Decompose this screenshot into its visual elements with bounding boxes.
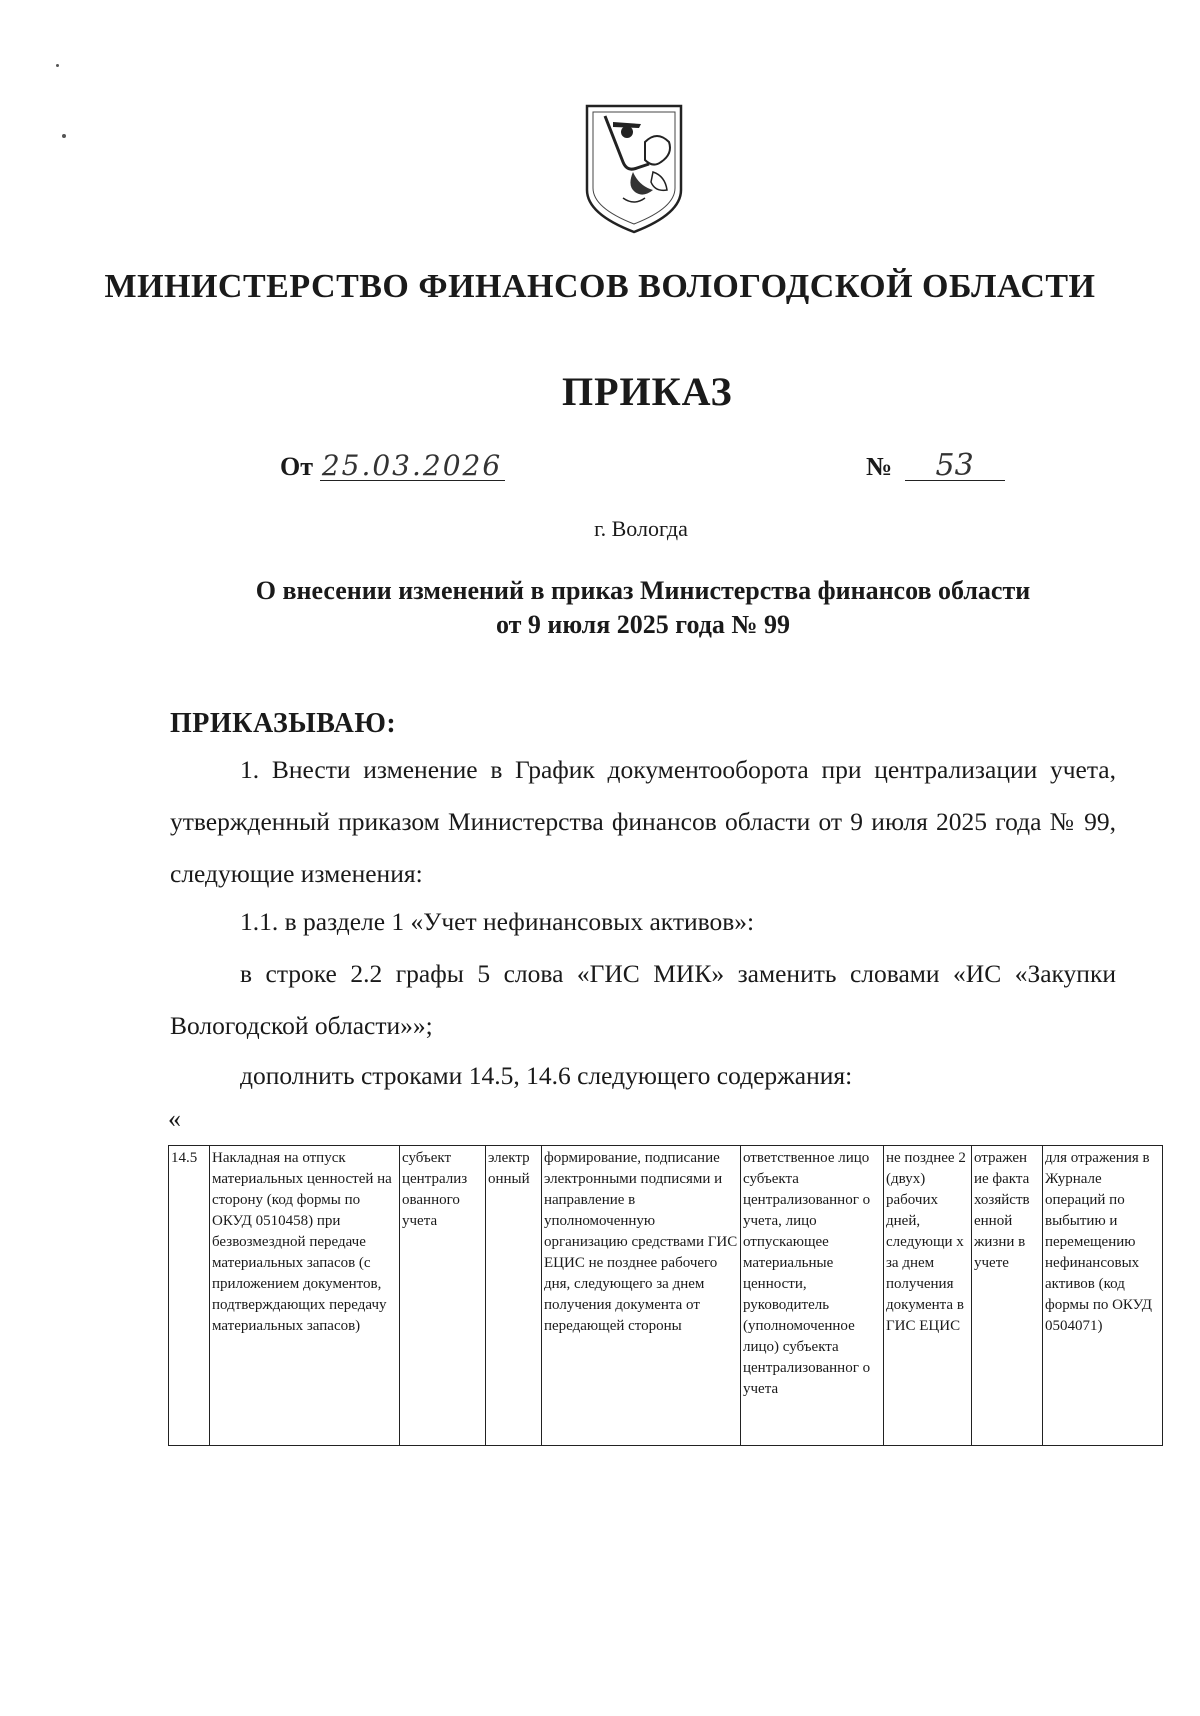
open-quote: « xyxy=(168,1104,181,1133)
order-date xyxy=(280,449,505,482)
paragraph-1-1: 1.1. в разделе 1 «Учет нефинансовых активов»: xyxy=(240,907,755,936)
cell-register: для отражения в Журнале операций по выбытию и перемещению нефинансовых активов (код формы по ОКУД 0504071) xyxy=(1043,1146,1163,1446)
cell-deadline: не позднее 2 (двух) рабочих дней, следующи х за днем получения документа в ГИС ЕЦИС xyxy=(884,1146,972,1446)
document-type-title: ПРИКАЗ xyxy=(562,369,733,414)
subject-line-1: О внесении изменений в приказ Министерства финансов области xyxy=(255,576,1031,605)
table-row xyxy=(169,1146,1163,1446)
vologda-coat-of-arms-icon xyxy=(583,102,685,236)
paragraph-1: 1. Внести изменение в График документооборота при централизации учета, утвержденный приказом Министерства финансов области от 9 июля 2025 года № 99, следующие изменения: xyxy=(170,755,1116,888)
order-subject xyxy=(140,574,1146,642)
scan-speck xyxy=(62,134,66,138)
document-flow-table xyxy=(168,1145,1163,1446)
order-number xyxy=(866,448,1005,483)
number-label: № xyxy=(866,452,893,481)
handwritten-date: 25.03.2026 xyxy=(320,452,505,481)
date-label: От xyxy=(280,452,313,481)
ministry-title: МИНИСТЕРСТВО ФИНАНСОВ ВОЛОГОДСКОЙ ОБЛАСТИ xyxy=(104,268,1096,305)
cell-responsible: ответственное лицо субъекта централизованног о учета, лицо отпускающее материальные ценности, руководитель (уполномоченное лицо) субъекта централизованног о учета xyxy=(741,1146,884,1446)
city-line: г. Вологда xyxy=(594,516,688,541)
paragraph-add-rows: дополнить строками 14.5, 14.6 следующего содержания: xyxy=(240,1061,853,1090)
paragraph-row-2-2: в строке 2.2 графы 5 слова «ГИС МИК» заменить словами «ИС «Закупки Вологодской области»»; xyxy=(170,959,1116,1040)
decree-heading: ПРИКАЗЫВАЮ: xyxy=(170,708,397,739)
cell-procedure: формирование, подписание электронными подписями и направление в уполномоченную организацию средствами ГИС ЕЦИС не позднее рабочего дня, следующего за днем получения документа от передающей стороны xyxy=(542,1146,741,1446)
cell-document-name: Накладная на отпуск материальных ценностей на сторону (код формы по ОКУД 0510458) при безвозмездной передаче материальных запасов (с приложением документов, подтверждающих передачу материальных запасов) xyxy=(210,1146,400,1446)
scan-speck xyxy=(56,64,59,67)
cell-creator: субъект централиз ованного учета xyxy=(400,1146,486,1446)
handwritten-number: 53 xyxy=(905,452,1005,481)
cell-purpose: отражен ие факта хозяйств енной жизни в учете xyxy=(972,1146,1043,1446)
cell-row-number: 14.5 xyxy=(169,1146,210,1446)
cell-format: электр онный xyxy=(486,1146,542,1446)
subject-line-2: от 9 июля 2025 года № 99 xyxy=(496,610,790,639)
